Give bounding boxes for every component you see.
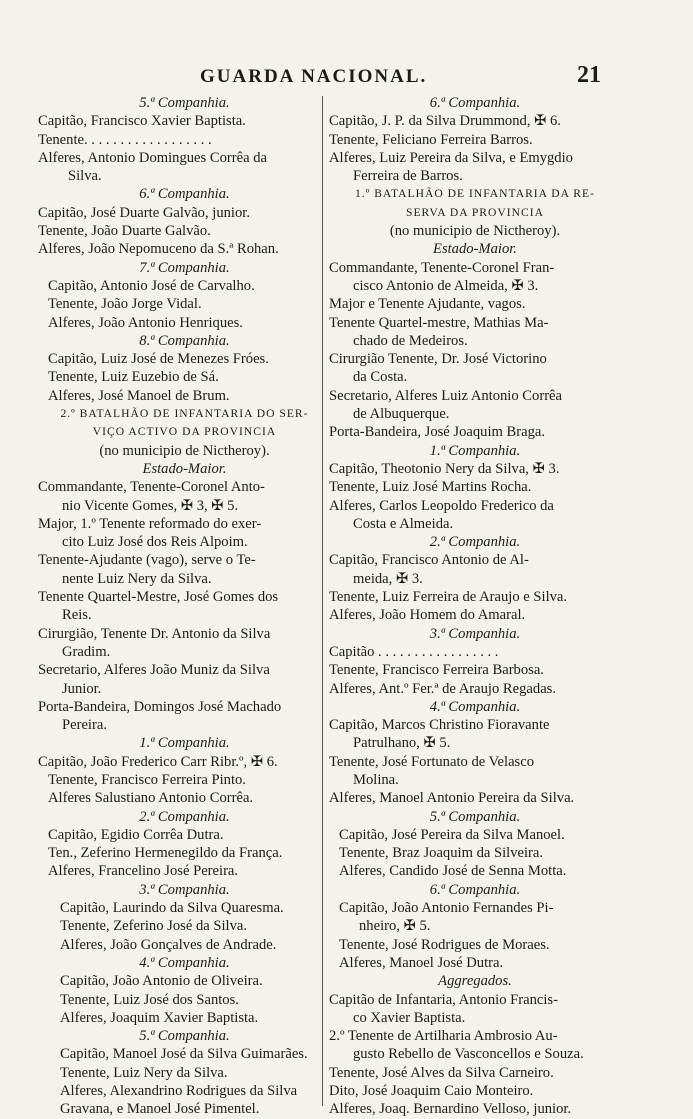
text-line: Costa e Almeida. [353,515,454,532]
text-line: Tenente, José Rodrigues de Moraes. [339,936,550,953]
section-heading: 5.ª Companhia. [429,808,521,825]
text-line: Commandante, Tenente-Coronel Fran- [329,259,555,276]
text-line: Major e Tenente Ajudante, vagos. [329,296,526,313]
text-line: meida, ✠ 3. [353,570,423,587]
text-line: Alferes, João Homem do Amaral. [329,607,526,624]
battalion-heading: 1.º BATALHÃO DE INFANTARIA DA RE- [355,187,595,201]
text-line: da Costa. [353,369,408,386]
section-heading: 1.ª Companhia. [429,442,521,459]
text-line: Silva. [68,168,102,185]
text-line: Tenente. . . . . . . . . . . . . . . . . . [38,131,212,148]
text-line: Capitão, Laurindo da Silva Quaresma. [60,900,284,917]
section-heading: 1.ª Companhia. [139,735,230,752]
text-line: Alferes, Ant.º Fer.ª de Araujo Regadas. [329,680,557,697]
text-line: 2.º Tenente de Artilharia Ambrosio Au- [329,1028,558,1045]
text-line: Secretario, Alferes João Muniz da Silva [38,662,270,679]
text-line: Porta-Bandeira, Domingos José Machado [38,698,282,715]
section-heading: 5.ª Companhia. [139,95,230,111]
text-line: Alferes, Antonio Domingues Corrêa da [38,149,267,166]
column-divider [322,96,323,1106]
running-title: GUARDA NACIONAL. [200,66,428,87]
text-line: gusto Rebello de Vasconcellos e Souza. [353,1046,584,1063]
section-heading: 2.ª Companhia. [139,808,230,825]
left-column [38,94,331,1119]
text-line: nio Vicente Gomes, ✠ 3, ✠ 5. [62,497,239,514]
location-note: (no municipio de Nictheroy). [389,223,561,240]
text-line: Capitão, João Antonio de Oliveira. [60,973,263,990]
text-line: Commandante, Tenente-Coronel Anto- [38,479,265,496]
section-heading: 6.ª Companhia. [429,95,521,111]
text-line: co Xavier Baptista. [353,1009,466,1026]
text-line: Capitão de Infantaria, Antonio Francis- [329,991,558,1008]
text-line: Tenente, José Fortunato de Velasco [329,753,534,770]
text-line: Capitão, Antonio José de Carvalho. [48,277,255,294]
text-line: Alferes, João Gonçalves de Andrade. [60,936,277,953]
text-line: Gradim. [62,643,111,660]
battalion-heading: SERVA DA PROVINCIA [406,205,544,219]
text-line: Tenente, Luiz Ferreira de Araujo e Silva. [329,589,568,606]
text-line: chado de Medeiros. [353,332,468,349]
text-line: Tenente, Francisco Ferreira Pinto. [48,771,246,788]
text-line: Capitão, Manoel José da Silva Guimarães. [60,1046,308,1063]
text-line: Tenente, Feliciano Ferreira Barros. [329,131,533,148]
text-line: nente Luiz Nery da Silva. [62,570,212,587]
text-line: Tenente, Luiz José Martins Rocha. [329,479,532,496]
text-line: Major, 1.º Tenente reformado do exer- [38,515,262,532]
text-line: Tenente, Luiz Euzebio de Sá. [48,369,219,386]
section-heading: Estado-Maior. [433,241,517,258]
text-line: Molina. [353,771,399,788]
text-line: Alferes, João Antonio Henriques. [48,314,243,331]
text-line: Alferes, Francelino José Pereira. [48,863,239,880]
text-line: Capitão, Luiz José de Menezes Fróes. [48,351,269,368]
text-line: Alferes, Manoel José Dutra. [339,954,504,971]
text-line: de Albuquerque. [353,406,450,423]
section-heading: 7.ª Companhia. [139,259,230,276]
text-line: Alferes, Luiz Pereira da Silva, e Emygdio [329,149,573,166]
page-header [0,60,693,90]
text-line: Alferes, João Nepomuceno da S.ª Rohan. [38,241,279,258]
text-line: Secretario, Alferes Luiz Antonio Corrêa [329,387,563,404]
text-line: cito Luiz José dos Reis Alpoim. [62,534,248,551]
text-line: Capitão, José Pereira da Silva Manoel. [339,826,565,843]
page-number: 21 [577,62,601,88]
text-line: Tenente Quartel-Mestre, José Gomes dos [38,589,279,606]
text-line: Capitão, João Frederico Carr Ribr.º, ✠ 6. [38,753,278,770]
text-line: nheiro, ✠ 5. [359,918,431,935]
text-line: Tenente-Ajudante (vago), serve o Te- [38,552,256,569]
battalion-heading: VIÇO ACTIVO DA PROVINCIA [92,425,277,439]
section-heading: 6.ª Companhia. [139,186,230,203]
text-line: Capitão, Theotonio Nery da Silva, ✠ 3. [329,460,560,477]
text-line: Capitão, J. P. da Silva Drummond, ✠ 6. [329,113,561,130]
text-line: Capitão, Francisco Antonio de Al- [329,552,529,569]
section-heading: 2.ª Companhia. [429,534,521,551]
section-heading: 6.ª Companhia. [429,881,521,898]
text-line: Alferes, Manoel Antonio Pereira da Silva. [329,790,575,807]
text-line: Tenente, Francisco Ferreira Barbosa. [329,662,544,679]
text-line: Alferes, Joaquim Xavier Baptista. [60,1009,259,1026]
text-line: Capitão, João Antonio Fernandes Pi- [339,900,554,917]
text-line: Tenente, Braz Joaquim da Silveira. [339,845,544,862]
text-line: Ferreira de Barros. [353,168,463,185]
text-line: Capitão, Francisco Xavier Baptista. [38,113,246,130]
section-heading: 3.ª Companhia. [139,881,230,898]
text-line: Alferes, Candido José de Senna Motta. [339,863,567,880]
section-heading: 4.ª Companhia. [429,698,521,715]
text-line: Alferes, Joaq. Bernardino Velloso, junior. [329,1101,572,1118]
location-note: (no municipio de Nictheroy). [99,442,270,459]
text-line: Capitão, Marcos Christino Fioravante [329,717,550,734]
text-line: Tenente, João Jorge Vidal. [48,296,202,313]
section-heading: 4.ª Companhia. [139,954,230,971]
text-line: Dito, José Joaquim Caio Monteiro. [329,1083,534,1100]
text-line: Tenente, José Alves da Silva Carneiro. [329,1064,554,1081]
text-line: Gravana, e Manoel José Pimentel. [60,1101,260,1118]
text-line: Reis. [62,607,92,624]
text-line: Junior. [62,680,102,697]
right-column [329,94,621,1119]
text-line: Patrulhano, ✠ 5. [353,735,451,752]
text-line: Capitão, Egidio Corrêa Dutra. [48,826,224,843]
text-line: Pereira. [62,717,107,734]
text-line: Alferes, José Manoel de Brum. [48,387,230,404]
text-line: Cirurgião Tenente, Dr. José Victorino [329,351,547,368]
text-line: Porta-Bandeira, José Joaquim Braga. [329,424,546,441]
text-line: cisco Antonio de Almeida, ✠ 3. [353,277,539,294]
section-heading: Estado-Maior. [142,460,227,477]
text-line: Alferes, Alexandrino Rodrigues da Silva [60,1083,298,1100]
text-line: Tenente, João Duarte Galvão. [38,223,211,240]
section-heading: 5.ª Companhia. [139,1028,230,1045]
section-heading: 3.ª Companhia. [429,625,521,642]
battalion-heading: 2.º BATALHÃO DE INFANTARIA DO SER- [60,407,309,421]
text-line: Capitão, José Duarte Galvão, junior. [38,204,250,221]
text-line: Alferes Salustiano Antonio Corrêa. [48,790,254,807]
text-line: Tenente, Luiz José dos Santos. [60,991,239,1008]
section-heading: 8.ª Companhia. [139,332,230,349]
text-line: Tenente Quartel-mestre, Mathias Ma- [329,314,549,331]
text-line: Ten., Zeferino Hermenegildo da França. [48,845,283,862]
text-line: Capitão . . . . . . . . . . . . . . . . . [329,643,499,660]
text-line: Alferes, Carlos Leopoldo Frederico da [329,497,554,514]
text-line: Cirurgião, Tenente Dr. Antonio da Silva [38,625,271,642]
text-line: Tenente, Luiz Nery da Silva. [60,1064,228,1081]
section-heading: Aggregados. [438,973,512,990]
text-line: Tenente, Zeferino José da Silva. [60,918,248,935]
